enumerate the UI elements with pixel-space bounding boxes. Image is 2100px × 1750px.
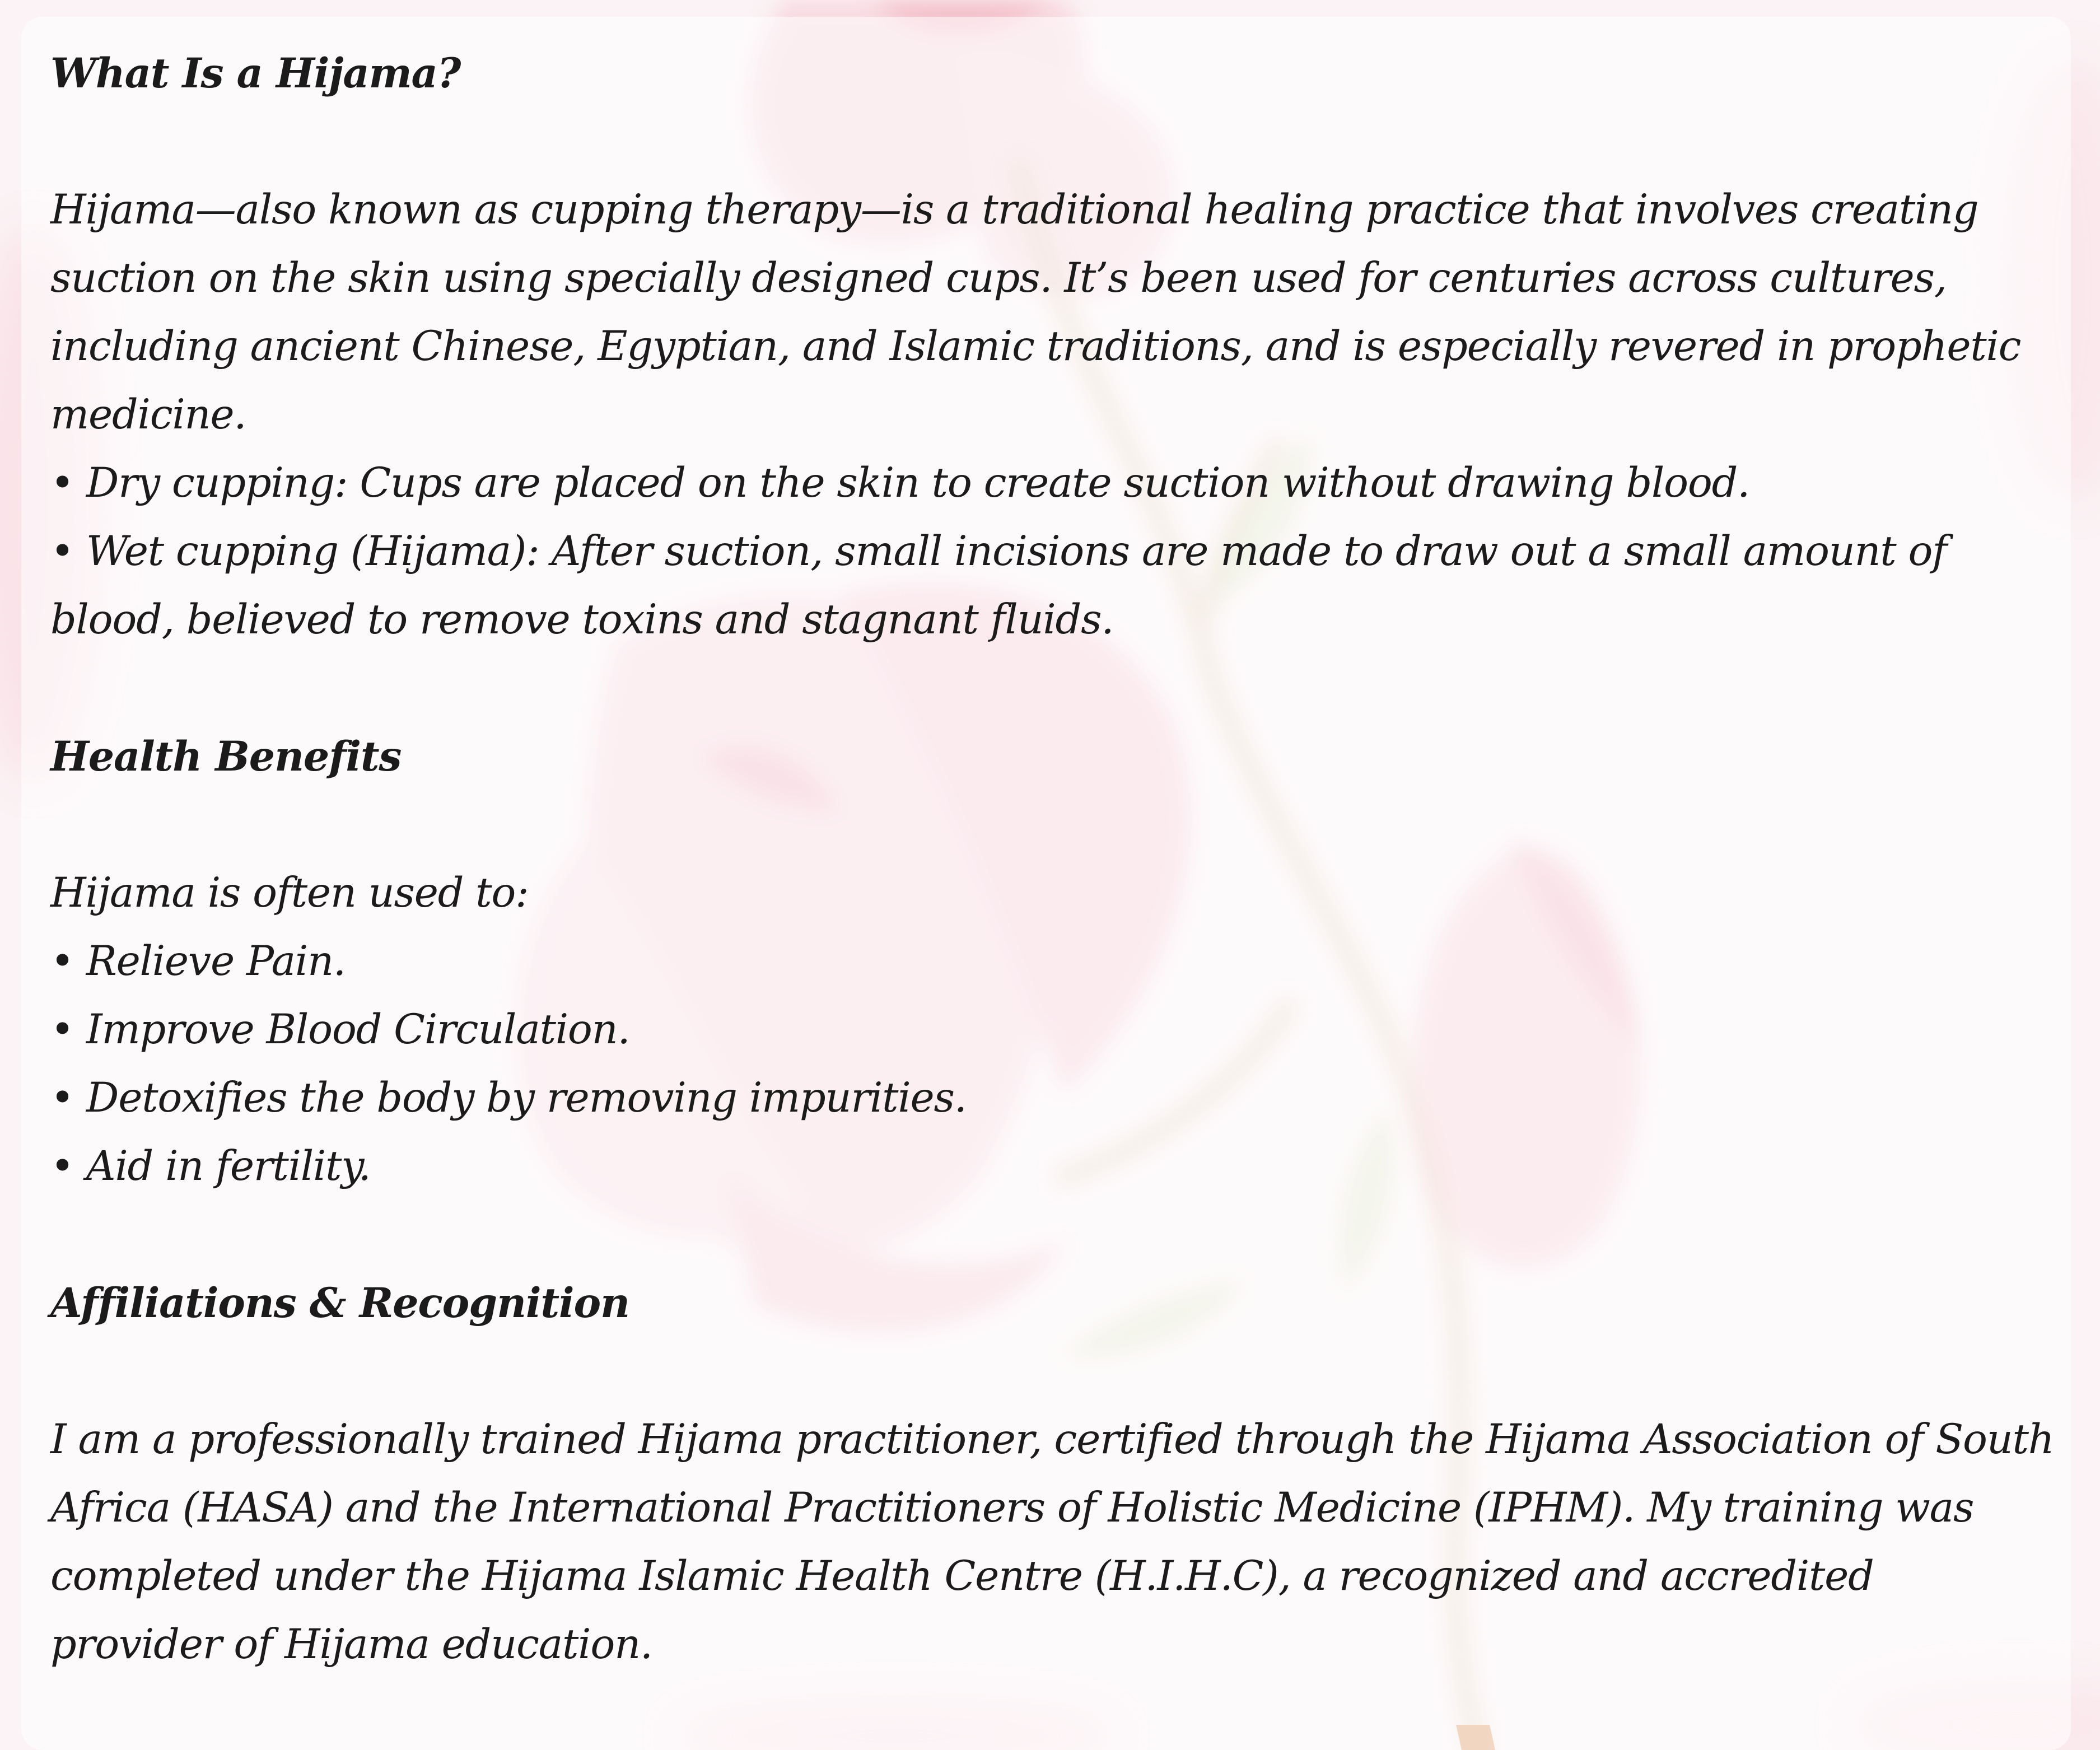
list-item-dry-cupping: • Dry cupping: Cups are placed on the skin to create suction without drawing blood. (50, 459, 1750, 507)
section-heading-affiliations: Affiliations & Recognition (50, 1279, 629, 1327)
section-heading-what-is-hijama: What Is a Hijama? (50, 49, 461, 97)
spacer (50, 791, 2055, 859)
article-content (50, 39, 2055, 1679)
benefits-intro: Hijama is often used to: (50, 869, 529, 917)
list-item-wet-cupping: • Wet cupping (Hijama): After suction, small incisions are made to draw out a small amount of blood, believed to remove toxins and stagnant fluids. (50, 528, 1947, 643)
spacer (50, 1337, 2055, 1406)
section-heading-health-benefits: Health Benefits (50, 732, 402, 781)
list-item-blood-circulation: • Improve Blood Circulation. (50, 1006, 630, 1053)
spacer (50, 654, 2055, 722)
list-item-detoxifies: • Detoxifies the body by removing impurities. (50, 1074, 967, 1122)
affiliations-description: I am a professionally trained Hijama practitioner, certified through the Hijama Association of South Africa (HASA) and the International Practitioners of Holistic Medicine (IPHM). My training was completed under the Hijama Islamic Health Centre (H.I.H.C), a recognized and accredited provider of Hijama education. (50, 1416, 2054, 1668)
spacer (50, 1201, 2055, 1269)
hijama-description: Hijama—also known as cupping therapy—is a traditional healing practice that involves creating suction on the skin using specially designed cups. It’s been used for centuries across cultures, including ancient Chinese, Egyptian, and Islamic traditions, and is especially revered in prophetic medicine. (50, 186, 2021, 438)
list-item-relieve-pain: • Relieve Pain. (50, 937, 346, 985)
list-item-fertility: • Aid in fertility. (50, 1142, 371, 1190)
spacer (50, 108, 2055, 176)
